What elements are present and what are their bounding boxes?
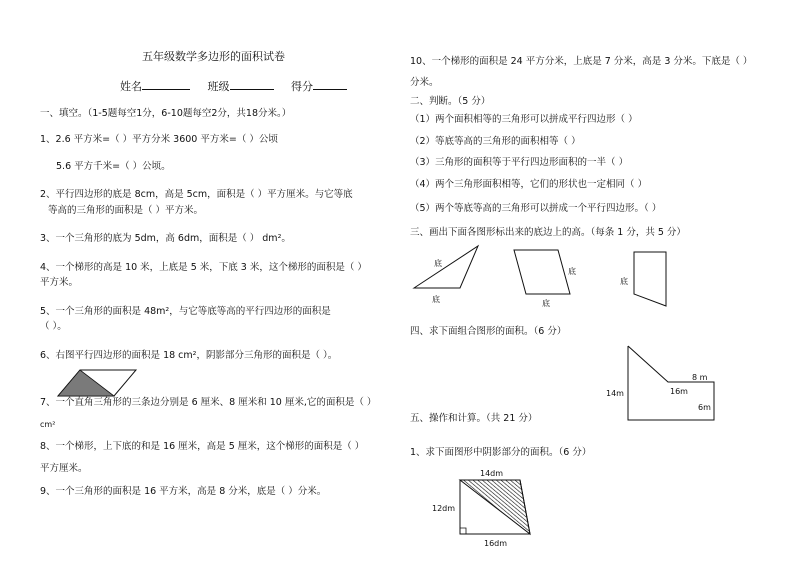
composite-right-label: 6m [698,403,711,412]
triangle-side-base-label: 底 [434,259,442,268]
question-5b: （ ）。 [40,321,67,332]
hatched-triangle [460,480,530,534]
question-4a: 4、一个梯形的高是 10 米，上底是 5 米，下底 3 米，这个梯形的面积是（ ） [40,262,367,273]
score-blank [313,80,347,90]
name-label: 姓名 [120,80,142,93]
class-blank [230,80,274,90]
parallelogram-bottom-base-label: 底 [542,299,550,308]
composite-figure [600,344,730,424]
question-8a: 8、一个梯形，上下底的和是 16 厘米，高是 5 厘米，这个梯形的面积是（ ） [40,441,365,452]
shaded-trapezoid-figure [430,468,560,548]
question-6: 6、右图平行四边形的面积是 18 cm²，阴影部分三角形的面积是（ ）。 [40,350,338,361]
name-blank [142,80,190,90]
shaded-triangle [58,370,114,396]
question-7a: 7、一个直角三角形的三条边分别是 6 厘米、8 厘米和 10 厘米,它的面积是（ ） [40,397,377,408]
question-2a: 2、平行四边形的底是 8cm，高是 5cm，面积是（ ）平方厘米。与它等底 [40,189,353,200]
part1-heading: 一、填空。（1-5题每空1分，6-10题每空2分，共18分米。） [40,108,292,119]
judgment-item: （5）两个等底等高的三角形可以拼成一个平行四边形。（ ） [410,203,662,214]
trapezoid-top-label: 14dm [480,469,504,478]
judgment-item: （4）两个三角形面积相等，它们的形状也一定相同（ ） [410,179,648,190]
trapezoid-figure [634,252,666,306]
class-label: 班级 [207,80,230,93]
triangle-figure [414,246,478,288]
composite-top-right-label: 8 m [692,373,708,382]
parallelogram-figure [514,250,570,294]
part4-heading: 四、求下面组合图形的面积。（6 分） [410,326,567,337]
question-5a: 5、一个三角形的面积是 48m²，与它等底等高的平行四边形的面积是 [40,306,331,317]
judgment-item: （1）两个面积相等的三角形可以拼成平行四边形（ ） [410,114,638,125]
student-info-row [120,80,347,93]
question-4b: 平方米。 [40,277,79,288]
part2-heading: 二、判断。（5 分） [410,96,491,107]
trapezoid-base-label: 底 [620,277,628,286]
question-9: 9、一个三角形的面积是 16 平方米，高是 8 分米，底是（ ）分米。 [40,486,327,497]
part5-heading: 五、操作和计算。（共 21 分） [410,413,538,424]
composite-left-label: 14m [606,389,624,398]
page-title: 五年级数学多边形的面积试卷 [142,50,285,63]
trapezoid-left-label: 12dm [432,504,456,513]
question-7b: cm² [40,420,56,429]
question-1a: 1、2.6 平方米=（ ）平方分米 3600 平方米=（ ）公顷 [40,134,278,145]
score-label: 得分 [291,80,313,93]
question-10b: 分米。 [410,77,439,88]
right-angle-mark [460,528,466,534]
composite-middle-label: 16m [670,387,688,396]
judgment-item: （2）等底等高的三角形的面积相等（ ） [410,136,581,147]
parallelogram-side-base-label: 底 [568,267,576,276]
judgment-item: （3）三角形的面积等于平行四边形面积的一半（ ） [410,157,629,168]
part5-question-1: 1、求下面图形中阴影部分的面积。（6 分） [410,447,592,458]
question-8b: 平方厘米。 [40,463,88,474]
question-1b: 5.6 平方千米=（ ）公顷。 [56,161,171,172]
question-10a: 10、一个梯形的面积是 24 平方分米，上底是 7 分米，高是 3 分米。下底是（ ） [410,56,753,67]
trapezoid-bottom-label: 16dm [484,539,508,548]
triangle-bottom-base-label: 底 [432,295,440,304]
part3-heading: 三、画出下面各图形标出来的底边上的高。（每条 1 分，共 5 分） [410,227,686,238]
question-2b: 等高的三角形的面积是（ ）平方米。 [48,205,204,216]
question-3: 3、一个三角形的底为 5dm，高 6dm，面积是（ ） dm²。 [40,233,291,244]
part3-figures [408,244,648,312]
